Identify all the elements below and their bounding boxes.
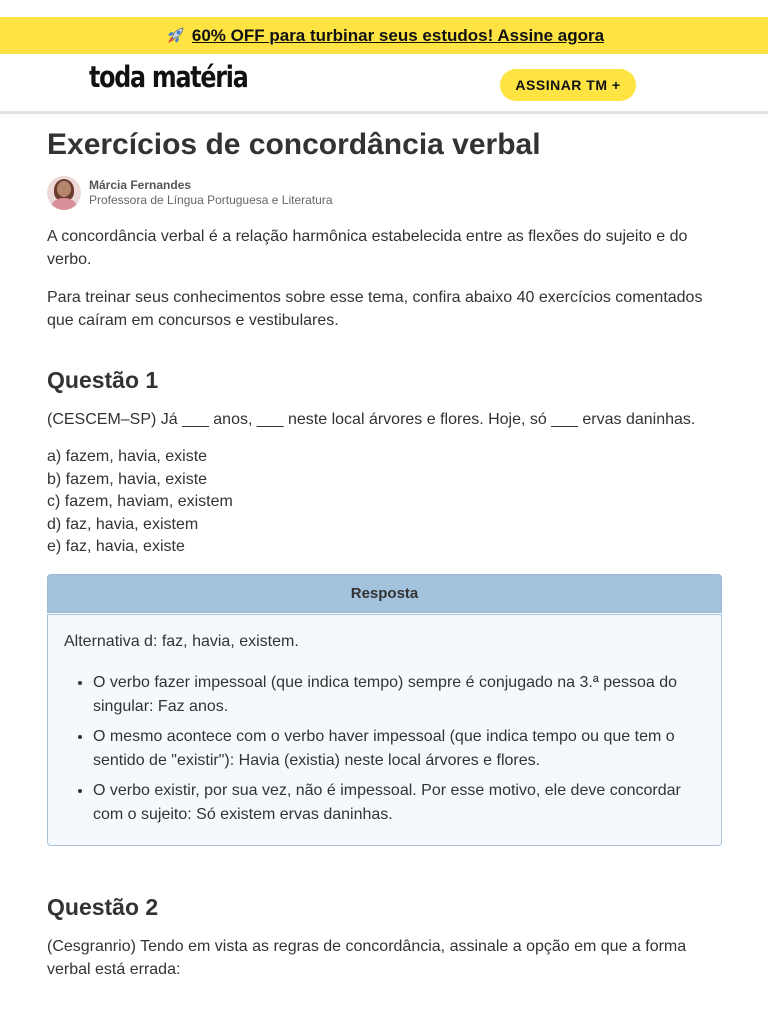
author-role: Professora de Língua Portuguesa e Literatura [89, 193, 333, 207]
subscribe-button[interactable]: ASSINAR TM + [500, 69, 636, 101]
options-list [47, 446, 233, 559]
option-item: d) faz, havia, existem [47, 515, 199, 533]
site-logo[interactable]: toda matéria [89, 60, 248, 94]
avatar [47, 176, 81, 210]
explanation-item: • O verbo existir, por sua vez, não é impessoal. Por esse motivo, ele deve concordar com o sujeito: Só existem ervas daninhas. [93, 779, 693, 827]
question-statement: (CESCEM–SP) Já ___ anos, ___ neste local árvores e flores. Hoje, só ___ ervas daninhas. [47, 411, 696, 428]
rocket-icon [164, 25, 186, 47]
answer-toggle-button[interactable]: Resposta [47, 574, 722, 613]
explanation-item: • O mesmo acontece com o verbo haver impessoal (que indica tempo ou que tem o sentido de "existir"): Havia (existia) neste local árvores e flores. [93, 725, 693, 773]
answer-text: Alternativa d: faz, havia, existem. [64, 633, 299, 650]
option-item: c) fazem, haviam, existem [47, 493, 233, 511]
intro-paragraph: Para treinar seus conhecimentos sobre esse tema, confira abaixo 40 exercícios comentados que caíram em concursos e vestibulares. [47, 289, 703, 329]
intro-paragraph: A concordância verbal é a relação harmônica estabelecida entre as flexões do sujeito e do verbo. [47, 228, 688, 268]
explanation-item: • O verbo fazer impessoal (que indica tempo) sempre é conjugado na 3.ª pessoa do singular: Faz anos. [93, 671, 693, 719]
option-item: a) fazem, havia, existe [47, 448, 208, 465]
page-title: Exercícios de concordância verbal [47, 128, 541, 161]
option-item: e) faz, havia, existe [47, 538, 185, 556]
promo-link[interactable] [164, 25, 604, 47]
author-name[interactable]: Márcia Fernandes [89, 178, 192, 192]
promo-text: 60% OFF para turbinar seus estudos! Assine agora [191, 25, 605, 45]
question-title: Questão 1 [47, 367, 159, 393]
answer-panel [47, 614, 722, 846]
author-block [47, 176, 333, 210]
question-title: Questão 2 [47, 894, 159, 920]
option-item: b) fazem, havia, existe [47, 470, 208, 488]
question-statement: (Cesgranrio) Tendo em vista as regras de concordância, assinale a opção em que a forma verbal está errada: [47, 938, 687, 978]
site-header [0, 54, 768, 114]
explanation-list [93, 671, 693, 833]
promo-banner [0, 17, 768, 54]
